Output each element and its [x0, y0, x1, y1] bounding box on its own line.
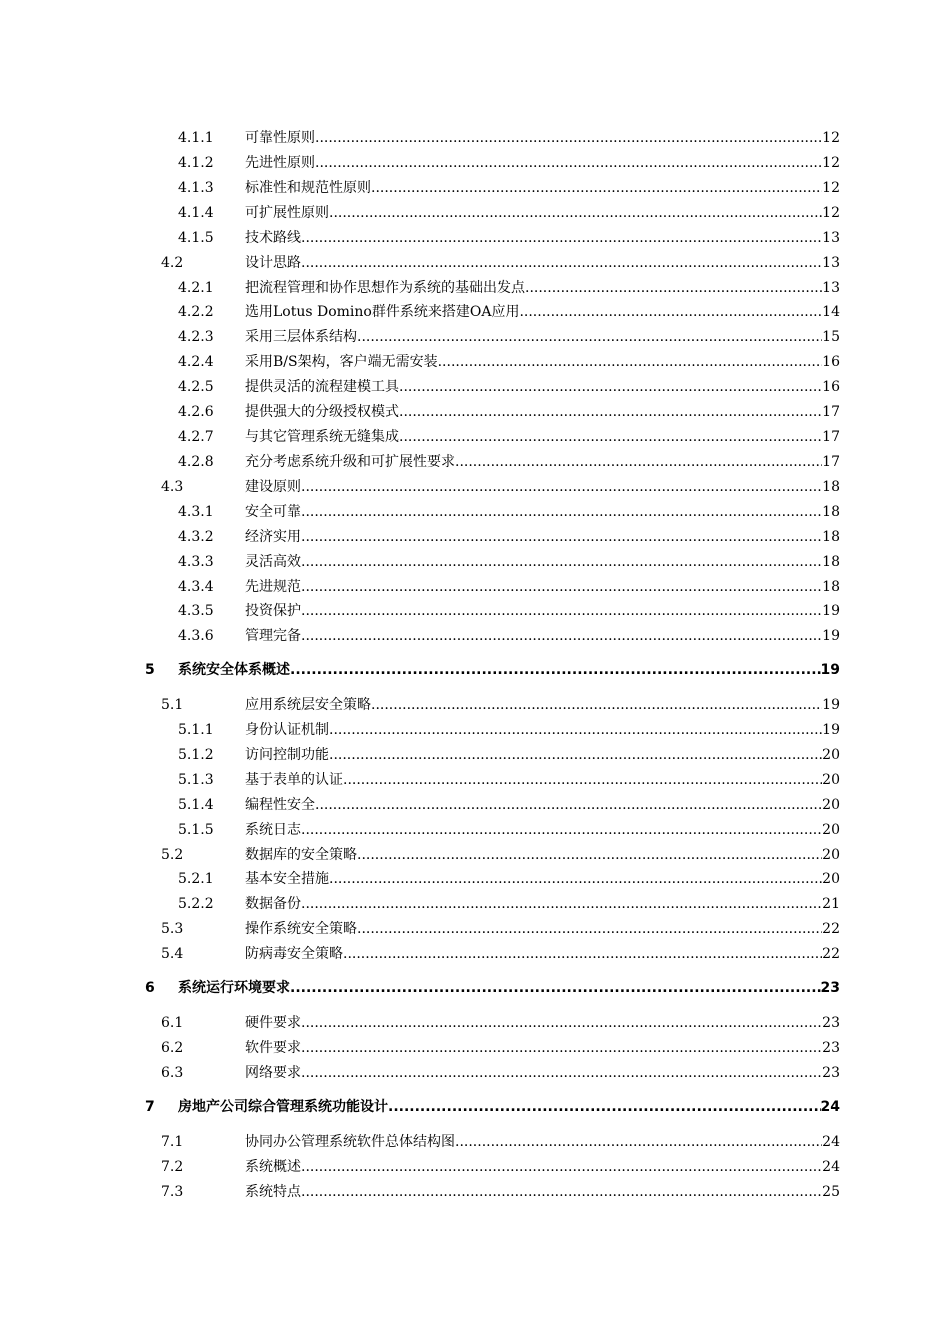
dot-leader — [301, 527, 822, 547]
toc-entry-line — [245, 845, 840, 865]
toc-entry-number: 6.1 — [161, 1015, 184, 1031]
toc-entry-page: 13 — [822, 255, 840, 271]
dot-leader — [438, 352, 823, 372]
toc-entry-line — [245, 795, 840, 815]
dot-leader — [315, 128, 822, 148]
toc-entry-line — [245, 327, 840, 347]
toc-entry-number: 7 — [145, 1099, 155, 1115]
toc-entry-page: 12 — [822, 155, 840, 171]
toc-entry-title: 基于表单的认证 — [245, 772, 343, 788]
toc-entry-title: 经济实用 — [245, 529, 301, 545]
toc-entry-number: 7.1 — [161, 1134, 184, 1150]
toc-entry[interactable] — [0, 302, 950, 322]
toc-entry-number: 4.3 — [161, 479, 184, 495]
toc-entry[interactable] — [0, 527, 950, 547]
toc-entry-page: 13 — [822, 280, 840, 296]
toc-entry[interactable] — [0, 352, 950, 372]
dot-leader — [357, 327, 822, 347]
toc-chapter-entry[interactable] — [0, 1097, 950, 1117]
dot-leader — [301, 1182, 822, 1202]
toc-entry-page: 24 — [820, 1099, 840, 1115]
dot-leader — [371, 695, 822, 715]
toc-entry-title: 网络要求 — [245, 1065, 301, 1081]
toc-entry-number: 7.2 — [161, 1159, 184, 1175]
toc-entry-title: 系统安全体系概述 — [178, 662, 290, 678]
toc-entry-number: 4.2.3 — [178, 329, 214, 345]
toc-entry[interactable] — [0, 626, 950, 646]
toc-entry-title: 把流程管理和协作思想作为系统的基础出发点 — [245, 280, 525, 296]
toc-entry-title: 编程性安全 — [245, 797, 315, 813]
toc-entry-title: 身份认证机制 — [245, 722, 329, 738]
toc-entry-line — [245, 253, 840, 273]
toc-entry-number: 4.2.5 — [178, 379, 214, 395]
toc-entry-title: 选用Lotus Domino群件系统来搭建OA应用 — [245, 304, 520, 320]
toc-entry[interactable] — [0, 502, 950, 522]
toc-entry-title: 操作系统安全策略 — [245, 921, 357, 937]
toc-entry-page: 22 — [822, 946, 840, 962]
dot-leader — [519, 302, 822, 322]
toc-entry-number: 6.2 — [161, 1040, 184, 1056]
dot-leader — [301, 820, 822, 840]
toc-entry[interactable] — [0, 278, 950, 298]
dot-leader — [301, 626, 822, 646]
toc-entry-page: 23 — [820, 980, 840, 996]
dot-leader — [315, 153, 822, 173]
toc-entry-page: 20 — [822, 747, 840, 763]
toc-entry-line — [245, 178, 840, 198]
toc-entry[interactable] — [0, 577, 950, 597]
toc-entry-line — [245, 128, 840, 148]
toc-entry[interactable] — [0, 869, 950, 889]
toc-entry-line — [178, 660, 840, 680]
toc-entry-page: 19 — [820, 662, 840, 678]
toc-entry-page: 23 — [822, 1015, 840, 1031]
toc-chapter-entry[interactable] — [0, 978, 950, 998]
toc-entry[interactable] — [0, 228, 950, 248]
toc-entry-page: 19 — [822, 603, 840, 619]
dot-leader — [301, 552, 822, 572]
dot-leader — [315, 795, 822, 815]
toc-entry[interactable] — [0, 203, 950, 223]
toc-entry-number: 5.1.3 — [178, 772, 214, 788]
toc-entry-line — [245, 944, 840, 964]
toc-entry-line — [245, 477, 840, 497]
toc-entry-number: 4.2.1 — [178, 280, 214, 296]
toc-entry-line — [245, 377, 840, 397]
toc-entry-number: 4.1.3 — [178, 180, 214, 196]
toc-entry[interactable] — [0, 253, 950, 273]
toc-entry-title: 可扩展性原则 — [245, 205, 329, 221]
toc-entry-number: 4.1.5 — [178, 230, 214, 246]
toc-entry-number: 4.2.8 — [178, 454, 214, 470]
dot-leader — [329, 720, 822, 740]
toc-entry[interactable] — [0, 745, 950, 765]
toc-entry-number: 6.3 — [161, 1065, 184, 1081]
toc-entry-page: 20 — [822, 797, 840, 813]
toc-entry-line — [245, 502, 840, 522]
toc-entry-title: 基本安全措施 — [245, 871, 329, 887]
toc-entry[interactable] — [0, 720, 950, 740]
toc-entry-title: 软件要求 — [245, 1040, 301, 1056]
toc-entry-title: 技术路线 — [245, 230, 301, 246]
toc-entry-page: 23 — [822, 1065, 840, 1081]
toc-entry-line — [245, 720, 840, 740]
toc-entry-line — [178, 978, 840, 998]
toc-entry-title: 标准性和规范性原则 — [245, 180, 371, 196]
toc-entry-page: 20 — [822, 847, 840, 863]
toc-entry-title: 充分考虑系统升级和可扩展性要求 — [245, 454, 455, 470]
toc-entry-line — [245, 352, 840, 372]
toc-entry[interactable] — [0, 601, 950, 621]
toc-entry-line — [245, 278, 840, 298]
toc-entry-title: 投资保护 — [245, 603, 301, 619]
toc-entry-title: 系统特点 — [245, 1184, 301, 1200]
toc-entry-number: 4.2.6 — [178, 404, 214, 420]
toc-entry-line — [245, 1182, 840, 1202]
toc-entry-title: 协同办公管理系统软件总体结构图 — [245, 1134, 455, 1150]
toc-entry-title: 先进规范 — [245, 579, 301, 595]
toc-entry-number: 5 — [145, 662, 155, 678]
dot-leader — [343, 770, 822, 790]
toc-entry-page: 24 — [822, 1134, 840, 1150]
toc-entry-title: 应用系统层安全策略 — [245, 697, 371, 713]
toc-entry-line — [245, 153, 840, 173]
dot-leader — [388, 1097, 821, 1117]
toc-entry-page: 25 — [822, 1184, 840, 1200]
toc-entry-line — [245, 452, 840, 472]
dot-leader — [301, 253, 822, 273]
toc-entry-page: 12 — [822, 205, 840, 221]
dot-leader — [525, 278, 822, 298]
toc-entry-page: 24 — [822, 1159, 840, 1175]
toc-entry-number: 6 — [145, 980, 155, 996]
toc-entry-number: 5.1.2 — [178, 747, 214, 763]
toc-entry-page: 19 — [822, 628, 840, 644]
toc-entry-line — [245, 919, 840, 939]
toc-entry-line — [245, 770, 840, 790]
toc-entry[interactable] — [0, 1157, 950, 1177]
toc-entry-page: 17 — [822, 404, 840, 420]
toc-entry-line — [245, 228, 840, 248]
toc-entry-line — [178, 1097, 840, 1117]
dot-leader — [290, 660, 821, 680]
toc-entry-page: 18 — [822, 579, 840, 595]
dot-leader — [399, 377, 822, 397]
dot-leader — [399, 427, 822, 447]
toc-entry-page: 17 — [822, 454, 840, 470]
toc-entry-number: 5.1.1 — [178, 722, 214, 738]
toc-entry-line — [245, 1063, 840, 1083]
toc-entry[interactable] — [0, 1063, 950, 1083]
dot-leader — [301, 577, 822, 597]
dot-leader — [301, 1063, 822, 1083]
toc-entry-number: 4.1.4 — [178, 205, 214, 221]
dot-leader — [371, 178, 822, 198]
toc-entry-line — [245, 894, 840, 914]
toc-entry-title: 提供强大的分级授权模式 — [245, 404, 399, 420]
toc-entry[interactable] — [0, 427, 950, 447]
dot-leader — [290, 978, 821, 998]
dot-leader — [301, 1038, 822, 1058]
toc-entry-title: 房地产公司综合管理系统功能设计 — [178, 1099, 388, 1115]
toc-entry-page: 15 — [822, 329, 840, 345]
toc-entry[interactable] — [0, 327, 950, 347]
dot-leader — [301, 477, 822, 497]
toc-entry[interactable] — [0, 919, 950, 939]
toc-entry-title: 采用B/S架构，客户端无需安装 — [245, 354, 438, 370]
dot-leader — [399, 402, 822, 422]
toc-entry-title: 系统运行环境要求 — [178, 980, 290, 996]
toc-entry-number: 4.3.5 — [178, 603, 214, 619]
toc-entry-title: 数据备份 — [245, 896, 301, 912]
dot-leader — [301, 894, 822, 914]
toc-entry-line — [245, 601, 840, 621]
toc-entry[interactable] — [0, 477, 950, 497]
dot-leader — [301, 1013, 822, 1033]
toc-entry-title: 与其它管理系统无缝集成 — [245, 429, 399, 445]
toc-entry[interactable] — [0, 1013, 950, 1033]
toc-entry[interactable] — [0, 178, 950, 198]
toc-entry-line — [245, 1013, 840, 1033]
toc-entry-number: 4.1.1 — [178, 130, 214, 146]
toc-entry-line — [245, 1038, 840, 1058]
toc-entry-title: 可靠性原则 — [245, 130, 315, 146]
toc-entry[interactable] — [0, 845, 950, 865]
toc-entry-title: 防病毒安全策略 — [245, 946, 343, 962]
toc-entry-page: 18 — [822, 529, 840, 545]
toc-entry-page: 20 — [822, 772, 840, 788]
toc-entry[interactable] — [0, 452, 950, 472]
toc-entry-title: 建设原则 — [245, 479, 301, 495]
toc-entry-number: 4.2.4 — [178, 354, 214, 370]
toc-entry-number: 7.3 — [161, 1184, 184, 1200]
toc-entry-number: 5.2.1 — [178, 871, 214, 887]
toc-entry-number: 5.2 — [161, 847, 184, 863]
toc-entry-page: 16 — [822, 379, 840, 395]
dot-leader — [301, 601, 822, 621]
toc-entry-page: 22 — [822, 921, 840, 937]
toc-entry-line — [245, 402, 840, 422]
toc-entry-page: 18 — [822, 554, 840, 570]
toc-entry-page: 23 — [822, 1040, 840, 1056]
toc-entry[interactable] — [0, 894, 950, 914]
toc-entry-number: 4.3.6 — [178, 628, 214, 644]
toc-entry-title: 采用三层体系结构 — [245, 329, 357, 345]
toc-entry[interactable] — [0, 402, 950, 422]
toc-entry-number: 4.3.4 — [178, 579, 214, 595]
toc-entry-page: 12 — [822, 180, 840, 196]
toc-entry-number: 4.2.2 — [178, 304, 214, 320]
toc-entry-title: 灵活高效 — [245, 554, 301, 570]
toc-entry[interactable] — [0, 695, 950, 715]
toc-entry-line — [245, 427, 840, 447]
toc-entry-page: 16 — [822, 354, 840, 370]
toc-entry-number: 4.2.7 — [178, 429, 214, 445]
toc-entry-number: 5.1.5 — [178, 822, 214, 838]
toc-entry-number: 5.4 — [161, 946, 184, 962]
toc-entry-line — [245, 302, 840, 322]
dot-leader — [301, 502, 822, 522]
toc-entry-number: 4.2 — [161, 255, 184, 271]
toc-entry-line — [245, 552, 840, 572]
toc-entry[interactable] — [0, 552, 950, 572]
toc-entry[interactable] — [0, 1182, 950, 1202]
toc-entry-page: 12 — [822, 130, 840, 146]
toc-entry-page: 21 — [822, 896, 840, 912]
dot-leader — [329, 869, 822, 889]
toc-entry[interactable] — [0, 1132, 950, 1152]
dot-leader — [301, 1157, 822, 1177]
toc-entry-number: 5.1 — [161, 697, 184, 713]
toc-chapter-entry[interactable] — [0, 660, 950, 680]
dot-leader — [301, 228, 822, 248]
toc-entry-line — [245, 577, 840, 597]
toc-entry-line — [245, 869, 840, 889]
toc-entry-line — [245, 745, 840, 765]
toc-entry[interactable] — [0, 153, 950, 173]
toc-entry-page: 20 — [822, 822, 840, 838]
toc-entry-line — [245, 1157, 840, 1177]
toc-entry-line — [245, 626, 840, 646]
toc-entry[interactable] — [0, 770, 950, 790]
toc-entry-number: 4.3.2 — [178, 529, 214, 545]
toc-entry-line — [245, 1132, 840, 1152]
dot-leader — [455, 1132, 822, 1152]
toc-entry-page: 17 — [822, 429, 840, 445]
dot-leader — [329, 745, 822, 765]
toc-entry-page: 13 — [822, 230, 840, 246]
toc-entry[interactable] — [0, 795, 950, 815]
toc-entry-number: 5.3 — [161, 921, 184, 937]
toc-entry-title: 系统概述 — [245, 1159, 301, 1175]
toc-entry-title: 访问控制功能 — [245, 747, 329, 763]
toc-entry-line — [245, 527, 840, 547]
toc-entry[interactable] — [0, 377, 950, 397]
toc-entry-page: 14 — [822, 304, 840, 320]
toc-entry[interactable] — [0, 944, 950, 964]
toc-entry-number: 4.3.3 — [178, 554, 214, 570]
toc-entry-line — [245, 820, 840, 840]
toc-entry-title: 安全可靠 — [245, 504, 301, 520]
dot-leader — [357, 919, 822, 939]
toc-entry-line — [245, 203, 840, 223]
toc-entry-title: 先进性原则 — [245, 155, 315, 171]
toc-entry-title: 数据库的安全策略 — [245, 847, 357, 863]
toc-entry[interactable] — [0, 128, 950, 148]
dot-leader — [357, 845, 822, 865]
toc-entry-title: 硬件要求 — [245, 1015, 301, 1031]
toc-entry[interactable] — [0, 1038, 950, 1058]
toc-entry-number: 5.2.2 — [178, 896, 214, 912]
dot-leader — [343, 944, 822, 964]
toc-entry-title: 设计思路 — [245, 255, 301, 271]
toc-entry-title: 系统日志 — [245, 822, 301, 838]
toc-entry-number: 5.1.4 — [178, 797, 214, 813]
dot-leader — [329, 203, 822, 223]
toc-entry-page: 18 — [822, 479, 840, 495]
toc-entry-page: 20 — [822, 871, 840, 887]
toc-entry-number: 4.3.1 — [178, 504, 214, 520]
toc-entry-page: 18 — [822, 504, 840, 520]
toc-entry-page: 19 — [822, 697, 840, 713]
toc-entry-page: 19 — [822, 722, 840, 738]
toc-entry-number: 4.1.2 — [178, 155, 214, 171]
toc-entry-title: 管理完备 — [245, 628, 301, 644]
toc-entry-line — [245, 695, 840, 715]
toc-entry[interactable] — [0, 820, 950, 840]
toc-entry-title: 提供灵活的流程建模工具 — [245, 379, 399, 395]
dot-leader — [455, 452, 822, 472]
